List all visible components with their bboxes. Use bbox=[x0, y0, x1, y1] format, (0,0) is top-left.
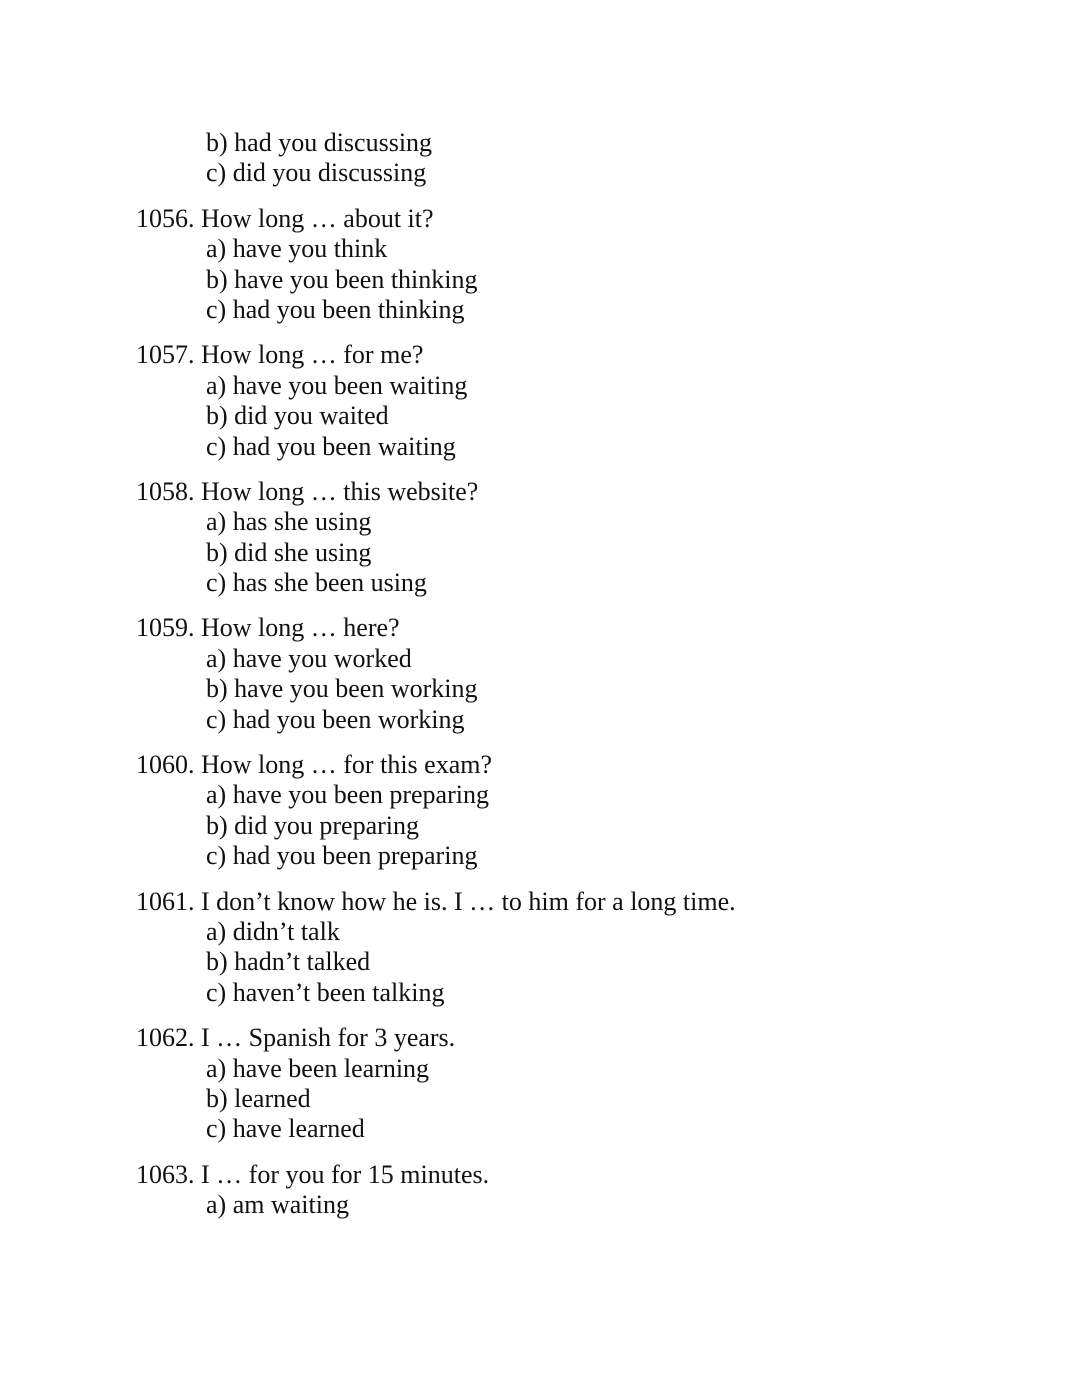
option: c) has she been using bbox=[206, 568, 427, 598]
option: b) hadn’t talked bbox=[206, 947, 371, 977]
question-item bbox=[136, 1160, 736, 1221]
question-item bbox=[136, 887, 736, 1009]
option: c) have learned bbox=[206, 1114, 365, 1144]
question-stem: 1060. How long … for this exam? bbox=[136, 750, 493, 780]
option: c) had you been waiting bbox=[206, 431, 456, 461]
question-item bbox=[136, 340, 736, 462]
question-stem: 1062. I … Spanish for 3 years. bbox=[136, 1023, 456, 1053]
option: c) had you been working bbox=[206, 704, 465, 734]
option: c) had you been preparing bbox=[206, 841, 478, 871]
option: c) did you discussing bbox=[206, 158, 427, 188]
question-item bbox=[136, 613, 736, 735]
option: b) did she using bbox=[206, 537, 372, 567]
option: c) haven’t been talking bbox=[206, 977, 445, 1007]
question-stem: 1059. How long … here? bbox=[136, 613, 400, 643]
option: b) have you been working bbox=[206, 674, 478, 704]
question-list bbox=[136, 204, 736, 1221]
option: a) have you think bbox=[206, 234, 388, 264]
option: a) didn’t talk bbox=[206, 916, 340, 946]
option: c) had you been thinking bbox=[206, 294, 465, 324]
option: a) have been learning bbox=[206, 1053, 430, 1083]
option: b) had you discussing bbox=[206, 128, 433, 157]
option: a) have you worked bbox=[206, 643, 412, 673]
question-item bbox=[136, 477, 736, 599]
question-item bbox=[136, 1023, 736, 1145]
question-stem: 1057. How long … for me? bbox=[136, 340, 424, 370]
option: a) have you been waiting bbox=[206, 370, 468, 400]
option: b) learned bbox=[206, 1083, 311, 1113]
question-stem: 1063. I … for you for 15 minutes. bbox=[136, 1159, 490, 1189]
document-page bbox=[136, 128, 736, 1221]
question-1055-continued bbox=[136, 128, 736, 189]
option: b) have you been thinking bbox=[206, 264, 478, 294]
question-stem: 1061. I don’t know how he is. I … to him for a long time. bbox=[136, 886, 736, 916]
option: a) have you been preparing bbox=[206, 780, 489, 810]
option: b) did you waited bbox=[206, 401, 389, 431]
question-stem: 1056. How long … about it? bbox=[136, 203, 434, 233]
question-item bbox=[136, 204, 736, 326]
question-item bbox=[136, 750, 736, 872]
option: b) did you preparing bbox=[206, 810, 420, 840]
option: a) has she using bbox=[206, 507, 372, 537]
option: a) am waiting bbox=[206, 1190, 349, 1220]
question-stem: 1058. How long … this website? bbox=[136, 476, 479, 506]
